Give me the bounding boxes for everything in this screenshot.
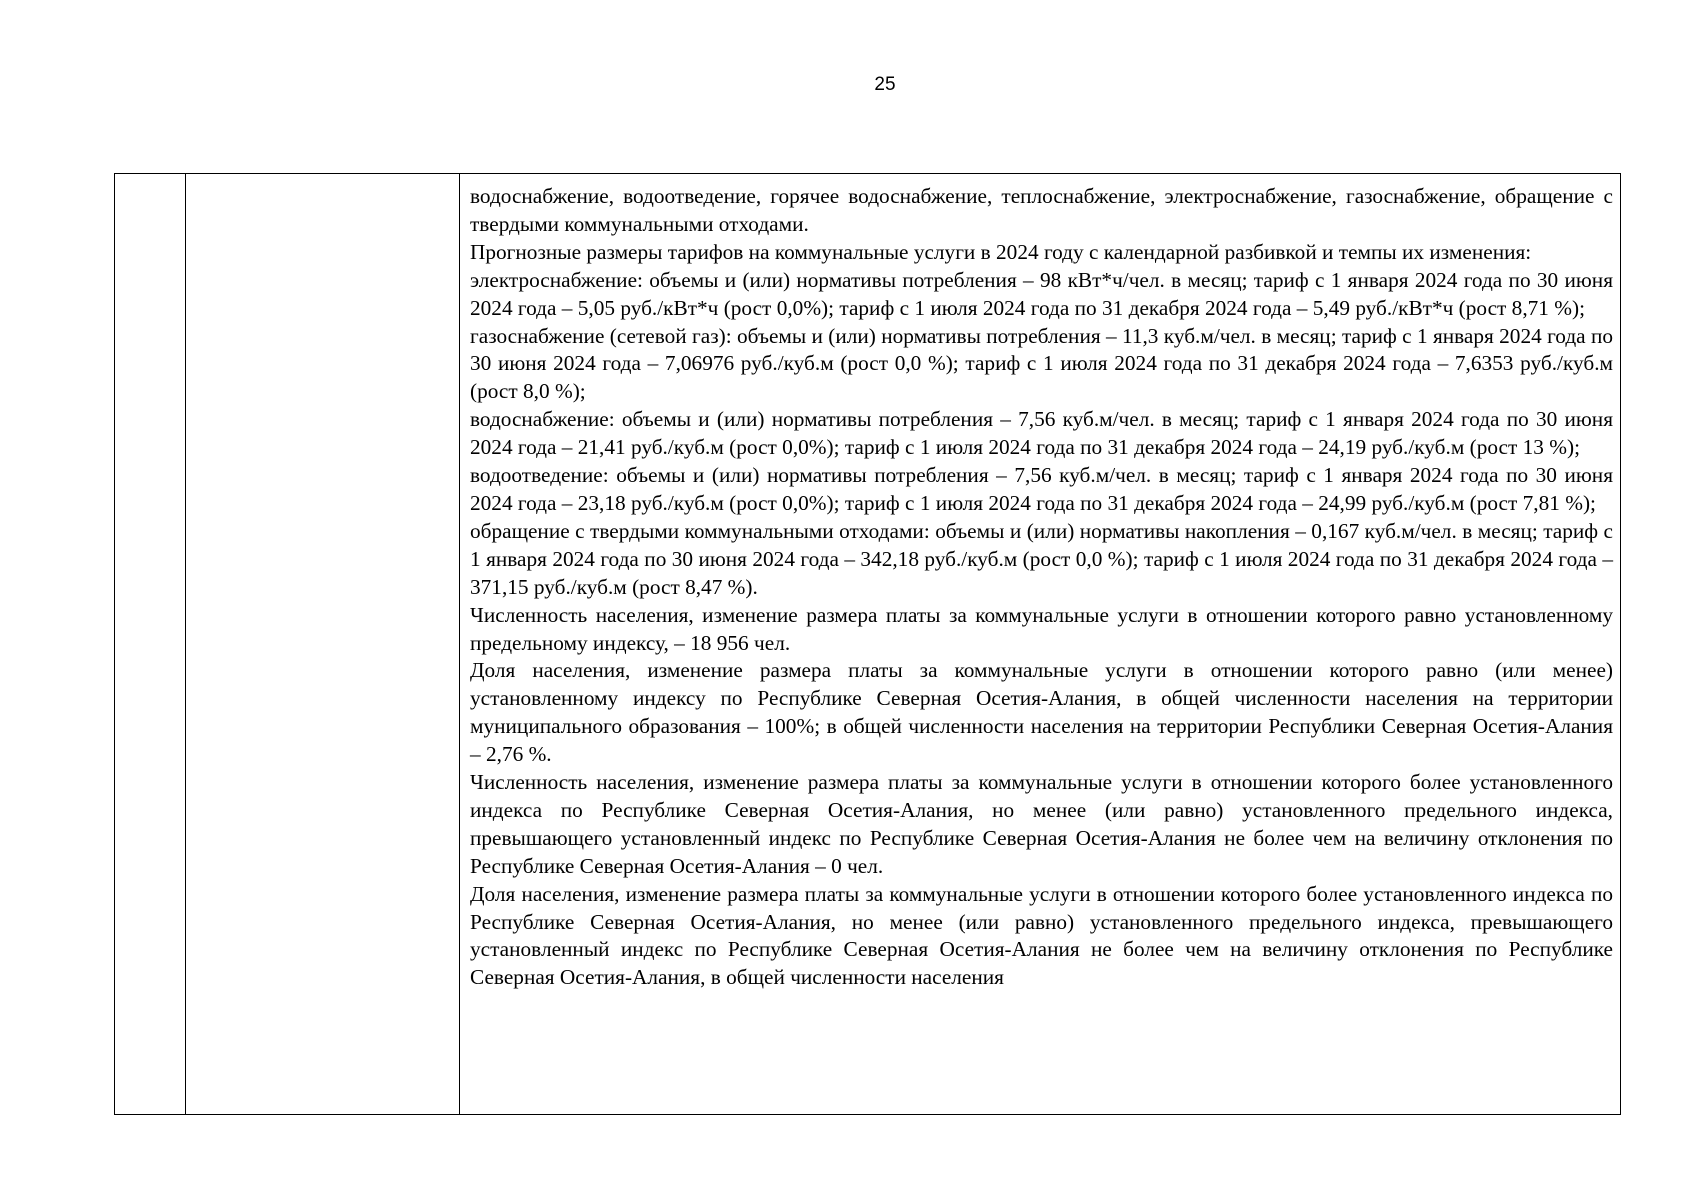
paragraph-water-supply: водоснабжение: объемы и (или) нормативы потребления – 7,56 куб.м/чел. в месяц; тариф с 1 января 2024 года по 30 июня 2024 года – 21,41 руб./куб.м (рост 0,0%); тариф с 1 июля 2024 года по 31 декабря 2024 года – 24,19 руб./куб.м (рост 13 %); bbox=[470, 407, 1613, 460]
paragraph-sewerage: водоотведение: объемы и (или) нормативы потребления – 7,56 куб.м/чел. в месяц; тариф с 1 января 2024 года по 30 июня 2024 года – 23,18 руб./куб.м (рост 0,0%); тариф с 1 июля 2024 года по 31 декабря 2024 года – 24,99 руб./куб.м (рост 7,81 %); bbox=[470, 463, 1613, 515]
paragraph-electricity: электроснабжение: объемы и (или) нормативы потребления – 98 кВт*ч/чел. в месяц; тариф с 1 января 2024 года по 30 июня 2024 года – 5,05 руб./кВт*ч (рост 0,0%); тариф с 1 июля 2024 года по 31 декабря 2024 года – 5,49 руб./кВт*ч (рост 8,71 %); bbox=[470, 267, 1613, 320]
paragraph-population-above-index: Численность населения, изменение размера платы за коммунальные услуги в отношении которого более установленного индекса по Республике Северная Осетия-Алания, но менее (или равно) установленного предельного индекса, превышающего установленный индекс по Республике Северная Осетия-Алания не более чем на величину отклонения по Республике Северная Осетия-Алания – 0 чел. bbox=[470, 770, 1613, 878]
row-name-cell bbox=[186, 174, 460, 1115]
paragraph-solid-waste: обращение с твердыми коммунальными отходами: объемы и (или) нормативы накопления – 0,167 куб.м/чел. в месяц; тариф с 1 января 2024 года по 30 июня 2024 года – 342,18 руб./куб.м (рост 0,0 %); тариф с 1 июля 2024 года по 31 декабря 2024 года –371,15 руб./куб.м (рост 8,47 %). bbox=[470, 518, 1613, 599]
row-content-cell bbox=[460, 174, 1621, 1115]
document-table bbox=[114, 173, 1621, 1115]
row-number-cell bbox=[115, 174, 186, 1115]
paragraph-gas: газоснабжение (сетевой газ): объемы и (или) нормативы потребления – 11,3 куб.м/чел. в месяц; тариф с 1 января 2024 года по 30 июня 2024 года – 7,06976 руб./куб.м (рост 0,0 %); тариф с 1 июля 2024 года по 31 декабря 2024 года – 7,6353 руб./куб.м (рост 8,0 %); bbox=[470, 323, 1613, 404]
paragraph-utilities-list: водоснабжение, водоотведение, горячее водоснабжение, теплоснабжение, электроснабжение, газоснабжение, обращение с твердыми коммунальными отходами. bbox=[470, 184, 1613, 236]
paragraph-share-above-index: Доля населения, изменение размера платы за коммунальные услуги в отношении которого более установленного индекса по Республике Северная Осетия-Алания, но менее (или равно) установленного предельного индекса, превышающего установленный индекс по Республике Северная Осетия-Алания не более чем на величину отклонения по Республике Северная Осетия-Алания, в общей численности населения bbox=[470, 881, 1613, 990]
table-row bbox=[115, 174, 1621, 1115]
paragraph-share-equal-index: Доля населения, изменение размера платы за коммунальные услуги в отношении которого равно (или менее) установленному индексу по Республике Северная Осетия-Алания, в общей численности населения на территории муниципального образования – 100%; в общей численности населения на территории Республики Северная Осетия-Алания – 2,76 %. bbox=[470, 658, 1613, 767]
paragraph-population-equal-index: Численность населения, изменение размера платы за коммунальные услуги в отношении которого равно установленному предельному индексу, – 18 956 чел. bbox=[470, 602, 1613, 655]
page-number: 25 bbox=[874, 74, 896, 95]
paragraph-tariff-forecast-intro: Прогнозные размеры тарифов на коммунальные услуги в 2024 году с календарной разбивкой и темпы их изменения: bbox=[470, 239, 1532, 264]
